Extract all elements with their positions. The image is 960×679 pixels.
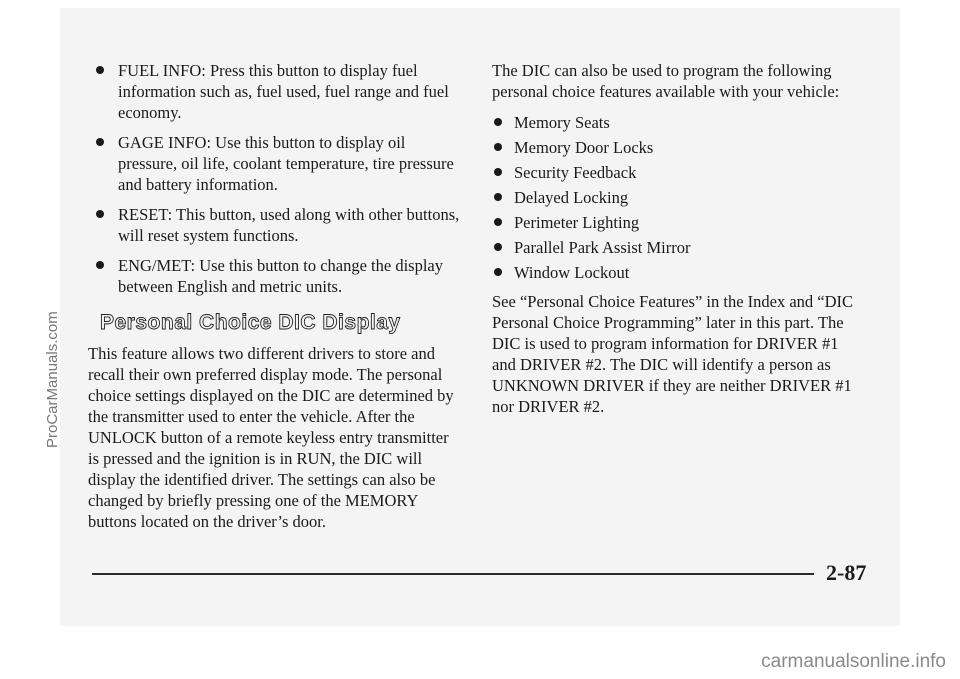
section-paragraph: This feature allows two different drivers to store and recall their own preferred display mode. The personal choice settings displayed on the DIC are determined by the transmitter used to enter the vehicle. After the UNLOCK button of a remote keyless entry transmitter is pressed and the ignition is in RUN, the DIC will display the identified driver. The settings can also be changed by briefly pressing one of the MEMORY buttons located on the driver’s door. <box>88 344 454 531</box>
bullet-fuel-info <box>88 60 460 123</box>
feature-item <box>492 212 864 233</box>
bullet-gage-info <box>88 132 460 195</box>
page-number: 2-87 <box>826 560 867 585</box>
bullet-icon <box>494 268 502 276</box>
bullet-text: FUEL INFO: Press this button to display fuel information such as, fuel used, fuel range and fuel economy. <box>118 61 449 122</box>
bullet-text: RESET: This button, used along with other buttons, will reset system functions. <box>118 205 460 245</box>
footer-rule <box>92 573 814 575</box>
feature-item <box>492 262 864 283</box>
feature-item <box>492 137 864 158</box>
feature-item <box>492 112 864 133</box>
bullet-icon <box>96 261 104 269</box>
closing-paragraph: See “Personal Choice Features” in the Index and “DIC Personal Choice Programming” later in this part. The DIC is used to program information for DRIVER #1 and DRIVER #2. The DIC will identify a person as UNKNOWN DRIVER if they are neither DRIVER #1 nor DRIVER #2. <box>492 292 854 416</box>
feature-label: Perimeter Lighting <box>514 213 640 232</box>
bullet-icon <box>494 168 502 176</box>
bullet-eng-met <box>88 255 460 297</box>
bullet-icon <box>96 210 104 218</box>
bottom-watermark: carmanualsonline.info <box>761 651 946 672</box>
right-column <box>492 60 864 417</box>
bullet-icon <box>494 243 502 251</box>
bullet-icon <box>494 118 502 126</box>
feature-label: Window Lockout <box>514 263 630 282</box>
feature-label: Memory Seats <box>514 113 610 132</box>
intro-paragraph: The DIC can also be used to program the following personal choice features available with your vehicle: <box>492 61 840 101</box>
feature-label: Security Feedback <box>514 163 637 182</box>
feature-label: Parallel Park Assist Mirror <box>514 238 691 257</box>
bullet-icon <box>96 66 104 74</box>
feature-label: Memory Door Locks <box>514 138 654 157</box>
left-column <box>88 60 460 532</box>
feature-item <box>492 162 864 183</box>
bullet-icon <box>96 138 104 146</box>
feature-item <box>492 187 864 208</box>
feature-label: Delayed Locking <box>514 188 629 207</box>
feature-item <box>492 237 864 258</box>
bullet-icon <box>494 193 502 201</box>
bullet-text: ENG/MET: Use this button to change the display between English and metric units. <box>118 256 444 296</box>
side-watermark: ProCarManuals.com <box>44 311 61 448</box>
bullet-reset <box>88 204 460 246</box>
bullet-icon <box>494 143 502 151</box>
bullet-icon <box>494 218 502 226</box>
bullet-text: GAGE INFO: Use this button to display oil pressure, oil life, coolant temperature, tire pressure and battery information. <box>118 133 454 194</box>
section-heading: Personal Choice DIC Display <box>100 311 401 334</box>
